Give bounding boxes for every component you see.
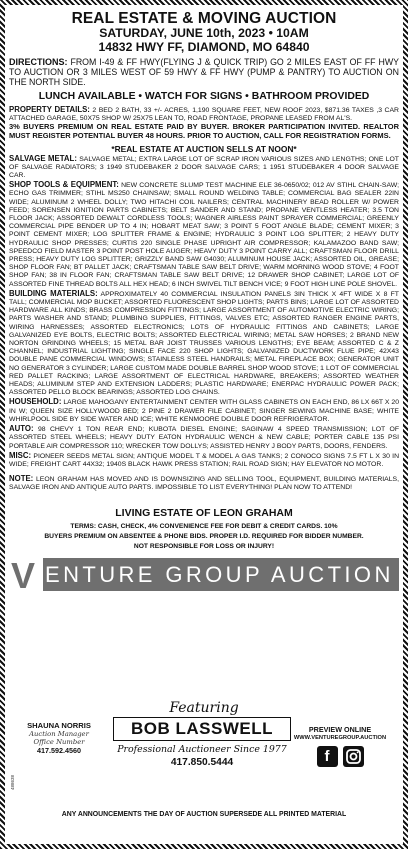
section-shop-tools <box>9 181 399 289</box>
note-text: LEON GRAHAM HAS MOVED AND IS DOWNSIZING AND SELLING TOOL, EQUIPMENT, BUILDING MATERIALS, SALVAGE IRON AND ANTIQUE AUTO PARTS. IMPOSSIBLE TO LIST EVERYTHING! PLAN NOW TO ATTEND! <box>9 476 399 492</box>
agent-role: Auction Manager <box>29 730 89 738</box>
section-auto <box>9 425 399 451</box>
section-text: SALVAGE METAL; EXTRA LARGE LOT OF SCRAP IRON VARIOUS SIZES AND LENGTHS; ONE LOT OF SALVAGE RADIATORS; 3 1949 STUDEBAKER 2 DOOR SALVAGE CARS; 1 1951 STUDEBAKER 4 DOOR SALVAGE CAR. <box>9 155 399 179</box>
section-text: LARGE MAHOGANY ENTERTAINMENT CENTER WITH GLASS CABINETS ON EACH END, 86 LX 66T X 20 IN W; QUEEN SIZE HOLLYWOOD BED; 2 PINE 2 DRAWER FILE CABINET; SINGER SEWING MACHINE BASE; WHITE WHIRLPOOL SIDE BY SIDE WATER AND ICE; WHITE KENMOORE DOUBLE DOOR REFRIGERATOR. <box>9 399 399 423</box>
featuring-label: Featuring <box>169 700 239 716</box>
terms-line-2: BUYERS PREMIUM ON ABSENTEE & PHONE BIDS. PROPER I.D. REQUIRED FOR BIDDER NUMBER. <box>44 532 364 540</box>
logo-v-mark <box>9 554 43 596</box>
section-label: SALVAGE METAL: <box>9 153 77 163</box>
logo-letter: V <box>11 554 36 596</box>
living-estate-heading: LIVING ESTATE OF LEON GRAHAM <box>115 506 293 519</box>
directions-label: DIRECTIONS: <box>9 57 68 67</box>
social-icons <box>292 746 388 767</box>
auction-date: SATURDAY, JUNE 10th, 2023 • 10AM <box>99 26 309 40</box>
section-label: MISC: <box>9 450 32 460</box>
sales-heading: *REAL ESTATE AT AUCTION SELLS AT NOON* <box>111 143 297 154</box>
section-label: BUILDING MATERIALS: <box>9 288 98 298</box>
agent-role-office: Office Number <box>33 738 85 746</box>
section-text: NEW CONCRETE SLUMP TEST MACHINE ELE 36-0650/02; 012 AV STIHL CHAIN-SAW; ECHO GAS TRIMMER; STIHL MS250 CHAINSAW; SMALL ROUND WELDING TABLE; COMMERCIAL BAG SEALER 22IN WIDE; ALUMINUM 2 WHEEL DOLLY; TWO HITACHI COIL NAILERS; CENTRAL MACHINERY BEAD ROLLER W/ POWER FEED; SORENSEN IGNITION PARTS CABINETS; BELT SANDER AND STAND; PROPANE VENTLESS HEATER; 3.5 TON FLOOR JACK; ASSORTED DEWALT CORDLESS TOOLS; WAGNER AIRLESS PAINT SPRAYER COMMERCIAL; GREENLY COMMERCIAL PIPE BENDER UP TO 4 IN; HOBART MEAT SAW; 3 POINT 5 FOOT ANGLE BLADE; CEMENT MIXER; 3 POINT CEMENT MIXER; LOG SPLITTER FRAME & ENGINE; HYDRAULIC 3 POINT LOG SPLITTER; 2 HEAVY DUTY HYDRAULIC SHOP PRESSES; CURTIS 220 SINGLE PHASE UPRIGHT AIR COMPRESSOR; KALAMAZOO BAND SAW; SPEEDCO FIELD MASTER 3 POINT POST HOLE AUGER; HEAVY DUTY 3 POINT CARRY ALL; CRAFTSMAN FLOOR DRILL PRESS; HEAVY DUTY LOG SPLITTER; GRIZZLY BAND SAW G4030; ALUMINUM HOUSE JACK; ASSORTED OIL, GREASE; SHOP FLOOR FAN; BT PALLET JACK; CRAFTSMAN TABLE SAW BELT DRIVE; WARM MORNING WOOD STOVE; 4 FOOT SHOP FAN; 38 IN FLOOR FAN; CRAFTSMAN TABLE SAW BELT DRIVE; 12 DRAWER SHOP CABINET; LARGE LOT OF ASSORTED FINE THREAD BOLTS ALL HEX HEAD; 6 INCH SWIVEL TILT BENCH VICE; 9 FOOT HIGH LINE POLE SHOVEL. <box>9 182 399 288</box>
terms <box>9 522 399 552</box>
terms-line-1: TERMS: CASH, CHECK, 4% CONVENIENCE FEE FOR DEBIT & CREDIT CARDS. 10% <box>70 522 338 530</box>
auctioneer-name: BOB LASSWELL <box>113 717 291 741</box>
preview-online <box>292 725 388 767</box>
section-text: 98 CHEVY 1 TON REAR END; KUBOTA DIESEL ENGINE; SAGINAW 4 SPEED TRANSMISSION; LOT OF ASSORTED STEEL WHEELS; HEAVY DUTY EATON HYDRAULIC WENCH & NEW CABLE; PORTER CABLE 135 PSI PORTABLE AIR COMPRESSOR 110; WRECKER TOW DOLLYS; ASSISTED HENRY J BODY PARTS, DOORS, FENDERS. <box>9 426 399 450</box>
auctioneer-phone: 417.850.5444 <box>170 757 234 768</box>
agent-name: SHAUNA NORRIS <box>27 721 91 730</box>
section-building-materials <box>9 290 399 398</box>
preview-label: PREVIEW ONLINE <box>308 725 372 734</box>
directions-text: FROM I-49 & FF HWY(FLYING J & QUICK TRIP) GO 2 MILES EAST OF FF HWY TO AUCTION OR 3 MILES WEST OF 59 HWY & FF HWY (PUMP & PANTRY) TO AUCTION ON THE NORTH SIDE. <box>9 57 399 87</box>
auctioneer-block <box>113 717 291 768</box>
auctioneer-tagline: Professional Auctioneer Since 1977 <box>117 744 287 755</box>
preview-url[interactable]: WWW.VENTUREGROUP.AUCTION <box>293 735 387 741</box>
property-label: PROPERTY DETAILS: <box>9 105 90 114</box>
logo-text: ENTURE GROUP AUCTION <box>45 561 394 587</box>
directions <box>9 57 399 87</box>
section-label: HOUSEHOLD: <box>9 397 62 407</box>
section-label: AUTO: <box>9 424 34 434</box>
agent-phone: 417.592.4560 <box>37 746 81 755</box>
ad-title: REAL ESTATE & MOVING AUCTION <box>71 10 337 27</box>
ad-code: 488638 <box>10 774 15 790</box>
auction-address: 14832 HWY FF, DIAMOND, MO 64840 <box>98 40 310 54</box>
property-text: 2 BED 2 BATH, 33 +/- ACRES, 1,190 SQUARE FEET, NEW ROOF 2023, $871.36 TAXES ,3 CAR ATTACHED GARAGE, 50X75 SHOP W/ 25X75 LEAN TO, ROAD FRONTAGE, PROPANE LEASED FROM AL'S. <box>9 107 399 123</box>
facebook-icon[interactable]: f <box>317 746 338 767</box>
section-misc <box>9 452 399 469</box>
section-label: SHOP TOOLS & EQUIPMENT: <box>9 180 119 190</box>
venture-group-logo <box>9 554 399 596</box>
auction-manager <box>15 721 103 755</box>
section-household <box>9 398 399 424</box>
buyers-premium-notice: 3% BUYERS PREMIUM ON REAL ESTATE PAID BY BUYER. BROKER PARTICIPATION INVITED. REALTOR MUST REGISTER POTENTIAL BUYER 48 HOURS. PRIOR TO AUCTION, CALL FOR REGISTRATION FORMS. <box>9 122 399 140</box>
lunch-line: LUNCH AVAILABLE • WATCH FOR SIGNS • BATHROOM PROVIDED <box>38 91 370 102</box>
note-label: NOTE: <box>9 474 34 484</box>
section-salvage-metal <box>9 155 399 181</box>
instagram-icon[interactable] <box>343 746 364 767</box>
section-text: PIONEER SEEDS METAL SIGN; ANTIQUE MODEL T & MODEL A GAS TANKS; 2 CONOCO SIGNS 7.5 FT L X 30 IN WIDE; FREIGHT CART 44X32; 1940S BLACK HAWK PRESS STATION; RAIL ROAD SIGN; HAY ELEVATOR NO MOTOR. <box>9 452 399 468</box>
footer-disclaimer: ANY ANNOUNCEMENTS THE DAY OF AUCTION SUPERSEDE ALL PRINTED MATERIAL <box>61 811 347 818</box>
property-details <box>9 106 399 123</box>
section-text: APPROXIMATELY 40 COMMERCIAL INSULATION PANELS 3IN THICK X 4FT WIDE X 8 FT TALL; COMMERCIAL MOP BUCKET; ASSORTED FLUORESCENT SHOP LIGHTS; PARTS BINS; LARGE LOT OF ASSORTED HARDWARE ALL KINDS; BRASS COMPRESSION FITTINGS; LARGE ASSORTMENT OF AUTOMOTIVE ELECTRIC WIRING; PARTS WASHER AND STAND; PLUMBING SUPPLIES, FITTINGS, VALVES ETC; ASSORTED RANGER ENGINE PARTS, WIRING HARNESSES; ASSORTED ELECTRONICS; LOTS OF HYDRAULIC FITTINGS AND CABINETS; LARGE GALVANIZED EYE BOLTS, ELECTRIC BOLTS; ASSORTED ELECTRICAL WIRING; METAL SAW HORSES; 2 BRAND NEW NORTON GRINDING WHEELS; 15 METAL BAR JOIST TRUSSES VARIOUS LENGTHS; EYE BEAM; ASSORTED C & Z CHANNEL; INDUSTRIAL LIGHTING; SINGLE FACE 220 SHOP LIGHTS; GALVANIZED DUCTWORK FLUE PIPE; 42X43 DOUBLE PANE COMMERCIAL WINDOWS; STAINLESS STEEL HANDRAILS; METAL FIREPLACE BOX; GENERATOR UNIT NO GENERATOR 3 CYLINDER; LARGE CUSTOM MADE DOUBLE BARREL SHOP WOOD STOVE; 1 LOT OF COMMERCIAL RED PALLET RACKING; LARGE ASSORTMENT OF ELECTRICAL HARDWARE, BREAKERS; ASSORTED WEATHER HEADS; ALUMINUM STEP AND EXTENSION LADDERS; PLASTIC HARDWARE; ENERPAC HYDRAULIC POWER PACK; ASSORTED PELLO BLOCK BEARINGS; ASSORTED LOG CHAINS. <box>9 290 399 397</box>
note <box>9 475 399 492</box>
instagram-glyph <box>343 746 364 767</box>
terms-line-3: NOT RESPONSIBLE FOR LOSS OR INJURY! <box>133 542 275 550</box>
